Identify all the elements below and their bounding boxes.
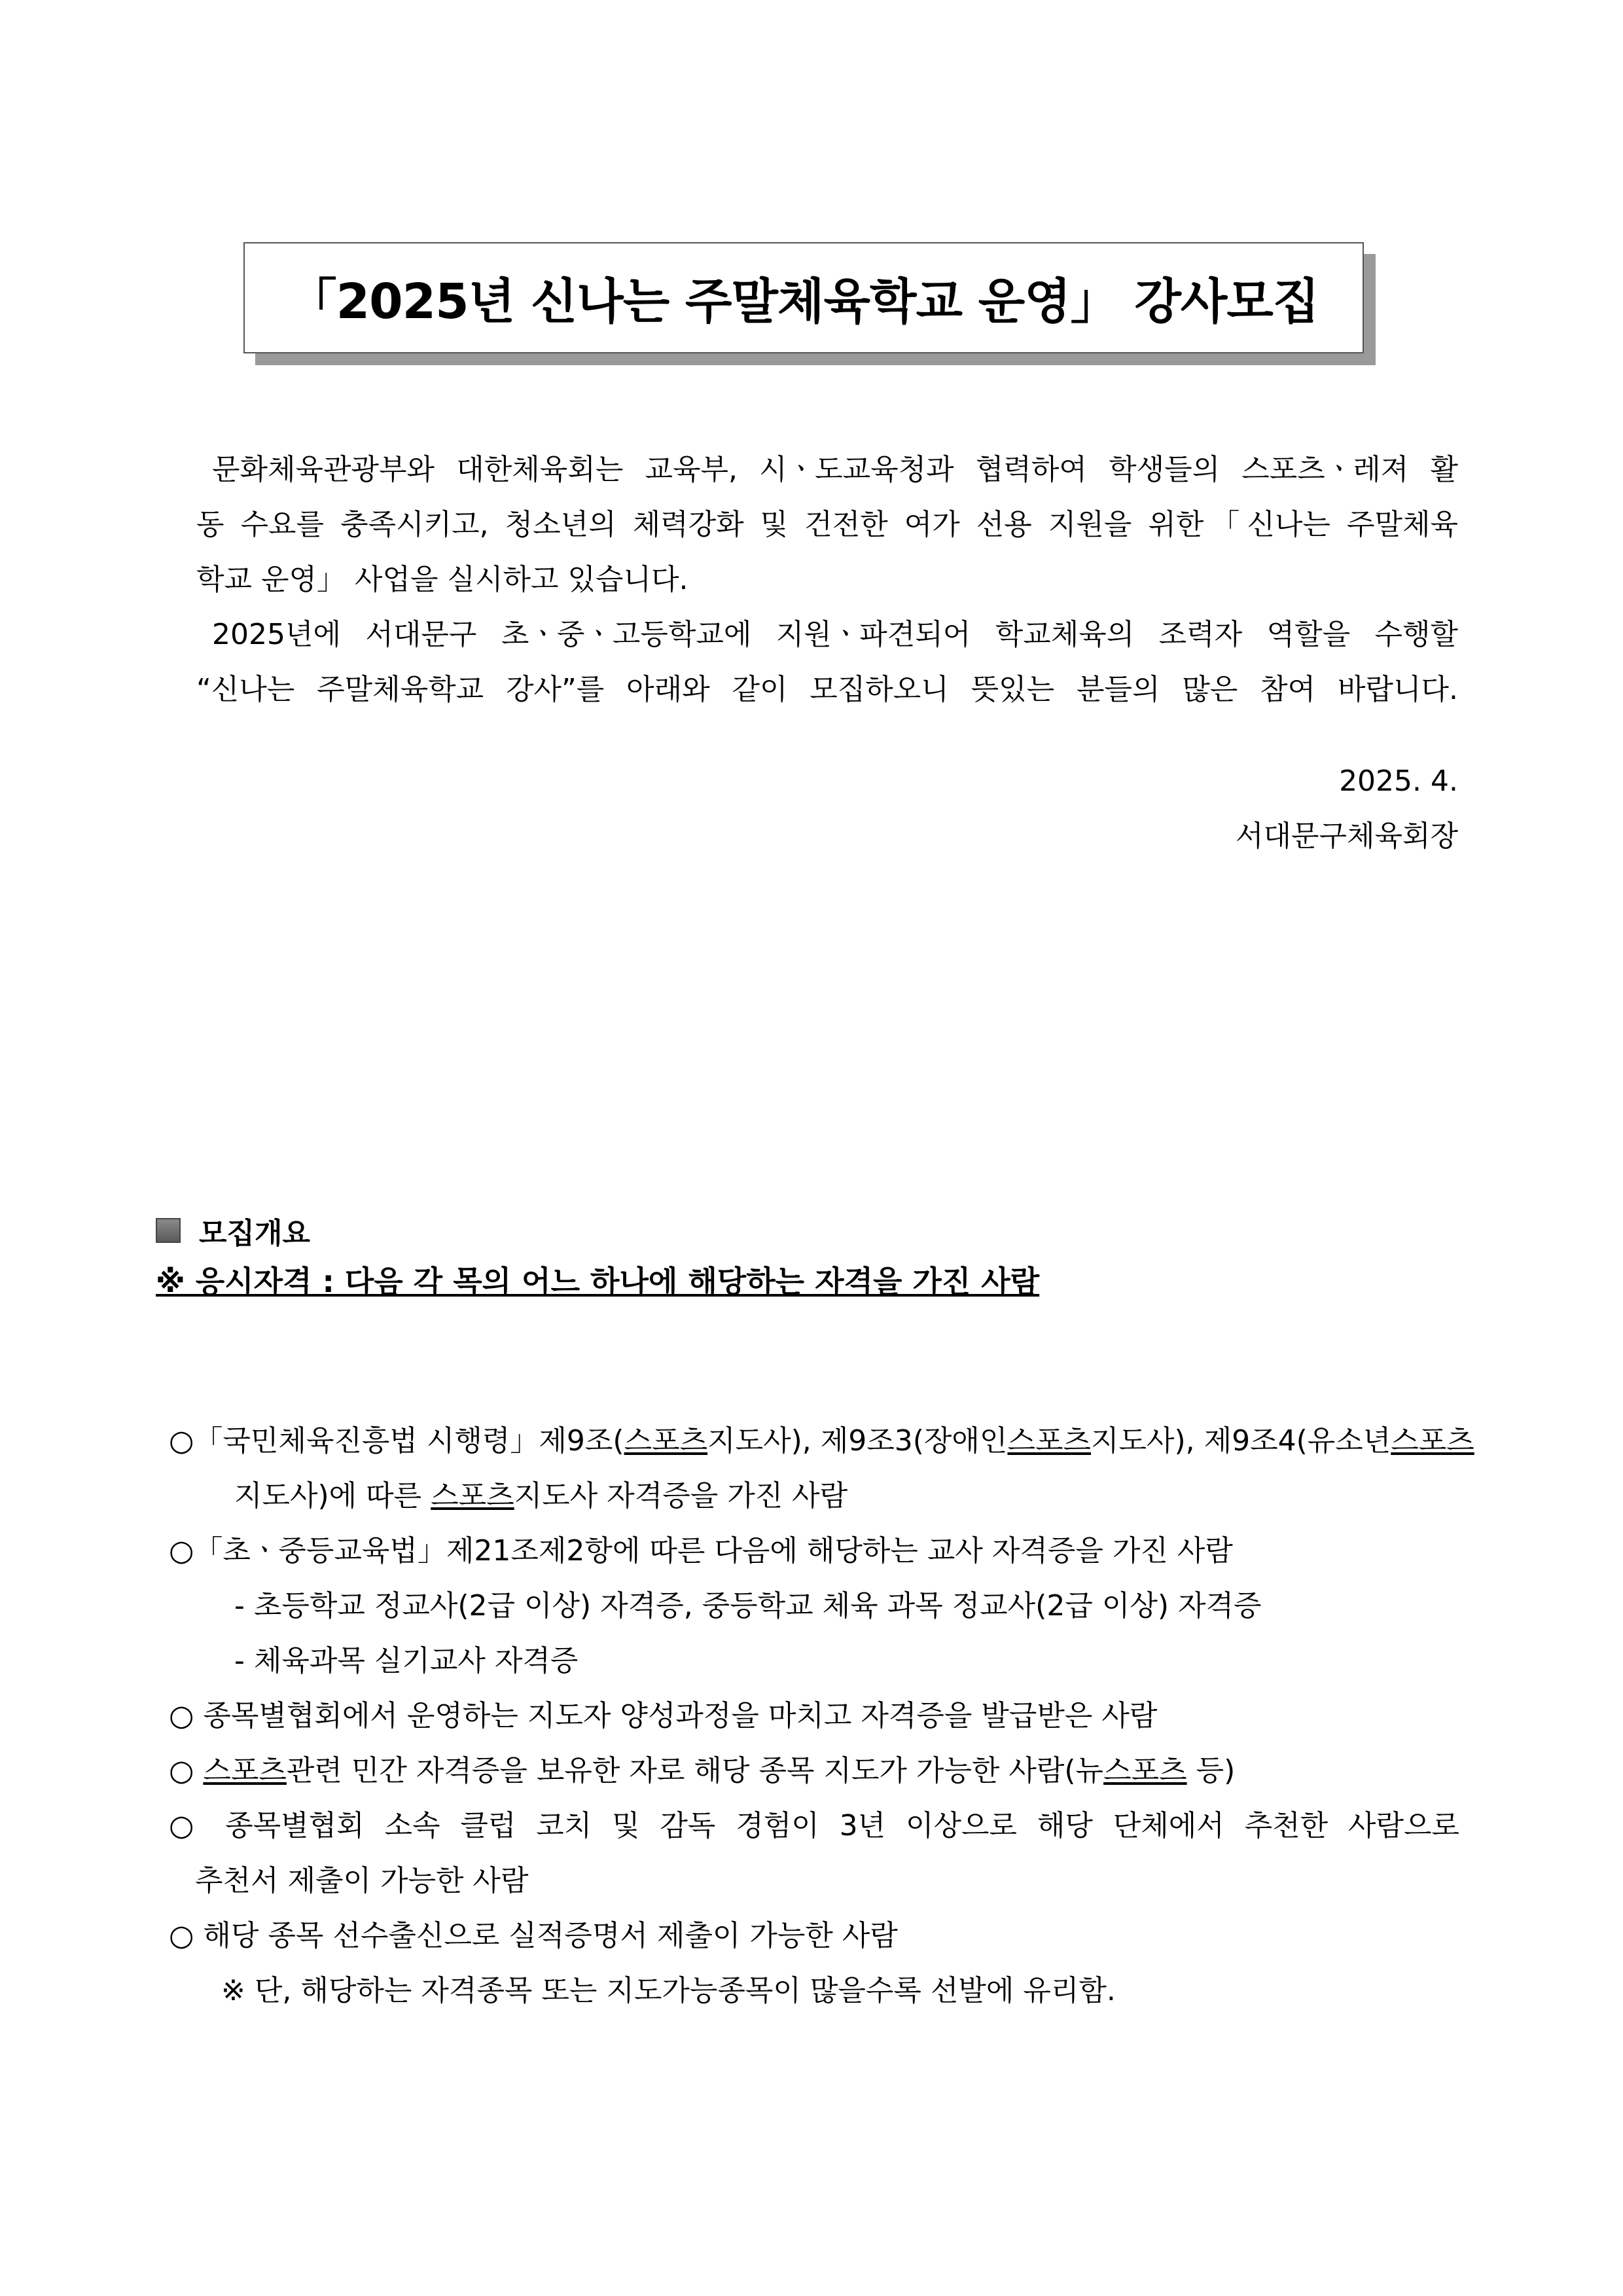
item-text: 지도사), 제9조4(유소년 (1090, 1424, 1391, 1458)
list-item-1-line-2 (169, 1469, 1459, 1524)
list-item-6: ○ 해당 종목 선수출신으로 실적증명서 제출이 가능한 사람 (169, 1919, 898, 1952)
intro-line-1: 문화체육관광부와 대한체육회는 교육부, 시ㆍ도교육청과 협력하여 학생들의 스포츠ㆍ레져 활 (212, 453, 1458, 486)
item-text: 관련 민간 자격증을 보유한 자로 해당 종목 지도가 가능한 사람(뉴 (286, 1754, 1104, 1787)
list-item-2: ○「초ㆍ중등교육법」제21조제2항에 따른 다음에 해당하는 교사 자격증을 가진 사람 (169, 1534, 1233, 1568)
list-item-4 (169, 1744, 1459, 1799)
item-text: 등) (1186, 1754, 1236, 1787)
list-item-3: ○ 종목별협회에서 운영하는 지도자 양성과정을 마치고 자격증을 발급받은 사람 (169, 1699, 1158, 1732)
item-text-underlined: 스포츠 (1391, 1424, 1474, 1458)
note: ※ 단, 해당하는 자격종목 또는 지도가능종목이 많을수록 선발에 유리함. (221, 1974, 1116, 2007)
list-subitem-2-1: - 초등학교 정교사(2급 이상) 자격증, 중등학교 체육 과목 정교사(2급 이상) 자격증 (234, 1589, 1262, 1623)
item-text-underlined: 스포츠 (624, 1424, 708, 1458)
issuer: 서대문구체육회장 (1235, 819, 1458, 853)
intro-line-3: 학교 운영」 사업을 실시하고 있습니다. (196, 563, 688, 596)
intro-line-2: 동 수요를 충족시키고, 청소년의 체력강화 및 건전한 여가 선용 지원을 위한「신나는 주말체육 (196, 508, 1458, 541)
list-subitem-2-2: - 체육과목 실기교사 자격증 (234, 1644, 579, 1677)
title-frame (243, 242, 1364, 353)
page-title: 「2025년 신나는 주말체육학교 운영」 강사모집 (288, 274, 1319, 330)
item-text-underlined: 스포츠 (1103, 1754, 1187, 1787)
item-text: ○「국민체육진흥법 시행령」제9조( (169, 1424, 624, 1458)
qualification-list (169, 1414, 1474, 2018)
title-box (243, 242, 1364, 353)
item-text-underlined: 스포츠 (1007, 1424, 1091, 1458)
list-item-5-line-1: ○ 종목별협회 소속 클럽 코치 및 감독 경험이 3년 이상으로 해당 단체에서 추천한 사람으로 (169, 1809, 1459, 1842)
item-text: 지도사 자격증을 가진 사람 (514, 1479, 848, 1513)
item-text: 지도사), 제9조3(장애인 (707, 1424, 1008, 1458)
list-item-1-line-1 (169, 1414, 1474, 1469)
item-text-underlined: 스포츠 (431, 1479, 514, 1513)
item-text: ○ (169, 1754, 204, 1787)
date: 2025. 4. (1339, 764, 1458, 798)
section-heading (156, 1210, 310, 1251)
intro-line-5: “신나는 주말체육학교 강사”를 아래와 같이 모집하오니 뜻있는 분들의 많은 참여 바랍니다. (196, 673, 1458, 706)
item-text-underlined: 스포츠 (203, 1754, 287, 1787)
intro-text (196, 442, 1458, 717)
square-bullet-icon (156, 1218, 181, 1243)
intro-line-4: 2025년에 서대문구 초ㆍ중ㆍ고등학교에 지원ㆍ파견되어 학교체육의 조력자 역할을 수행할 (212, 618, 1458, 651)
requirement-line: ※ 응시자격 : 다음 각 목의 어느 하나에 해당하는 자격을 가진 사람 (156, 1264, 1040, 1299)
section-heading-label: 모집개요 (199, 1217, 311, 1250)
list-item-5-line-2: 추천서 제출이 가능한 사람 (195, 1864, 529, 1897)
item-text: 지도사)에 따른 (234, 1479, 431, 1513)
date-issuer-block (1236, 754, 1458, 864)
